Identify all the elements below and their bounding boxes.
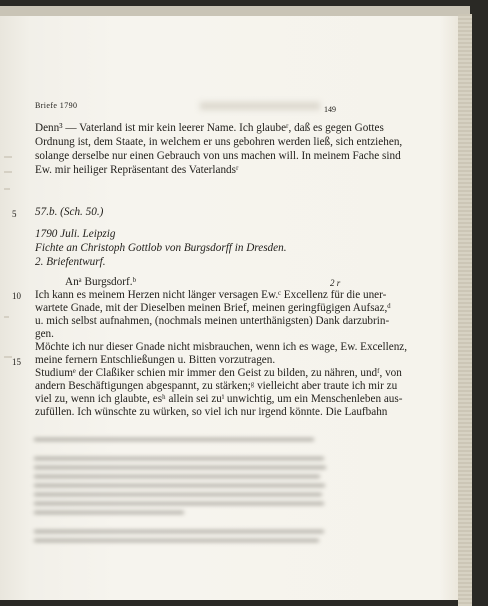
line-number: 10 (12, 291, 21, 301)
letter-line: u. mich selbst aufnahmen, (nochmals meinen unterthänigsten) Dank darzubrin- (35, 315, 390, 327)
line-number: 5 (12, 209, 17, 219)
letter-line: gen. (35, 328, 54, 340)
text-line: Denn³ — Vaterland ist mir kein leerer Name. Ich glaubeʳ, daß es gegen Gottes (35, 122, 384, 134)
entry-title: 57.b. (Sch. 50.) (35, 206, 104, 218)
page-number: 149 (324, 105, 336, 114)
text-line: Ordnung ist, dem Staate, in welchem er uns gebohren werden ließ, sich entziehen, (35, 136, 403, 148)
salutation: Anᵃ Burgsdorf.ᵇ (65, 276, 136, 288)
letter-line: meine fernern Entschließungen u. Bitten vorzutragen. (35, 354, 276, 366)
letter-line: Studiumᵉ der Claßiker schien mir immer den Geist zu bilden, zu nähren, undᶠ, von (35, 367, 402, 379)
book-spine-edge (458, 14, 472, 606)
bleed-through (200, 102, 320, 110)
draft-note: 2. Briefentwurf. (35, 256, 106, 268)
date-place: 1790 Juli. Leipzig (35, 228, 116, 240)
text-line: solange derselbe nur einen Gebrauch von uns machen will. In meinem Fache sind (35, 150, 401, 162)
line-number: 15 (12, 357, 21, 367)
letter-line: Ich kann es meinem Herzen nicht länger versagen Ew.ᶜ Excellenz für die uner- (35, 289, 387, 301)
letter-line: zufüllen. Ich wünschte zu würken, so viel ich nur irgend könnte. Die Laufbahn (35, 406, 388, 418)
blurred-footnotes (34, 438, 326, 548)
addressee: Fichte an Christoph Gottlob von Burgsdorff in Dresden. (35, 242, 287, 254)
letter-line: viel zu, wenn ich glaubte, esʰ allein sei zuⁱ unwichtig, um ein Menschenleben aus- (35, 393, 403, 405)
margin-note: 2 r (330, 278, 341, 288)
letter-line: Möchte ich nur dieser Gnade nicht misbrauchen, wenn ich es wage, Ew. Excellenz, (35, 341, 408, 353)
letter-line: wartete Gnade, mit der Dieselben meinen Brief, meinen geringfügigen Aufsaz,ᵈ (35, 302, 391, 314)
book-page (0, 16, 458, 600)
letter-line: andern Beschäftigungen abgespannt, zu stärken;ᵍ vielleicht aber traute ich mir zu (35, 380, 398, 392)
running-head: Briefe 1790 (35, 101, 78, 110)
text-line: Ew. mir heiliger Repräsentant des Vaterlandsʳ (35, 164, 239, 176)
book (0, 6, 470, 600)
